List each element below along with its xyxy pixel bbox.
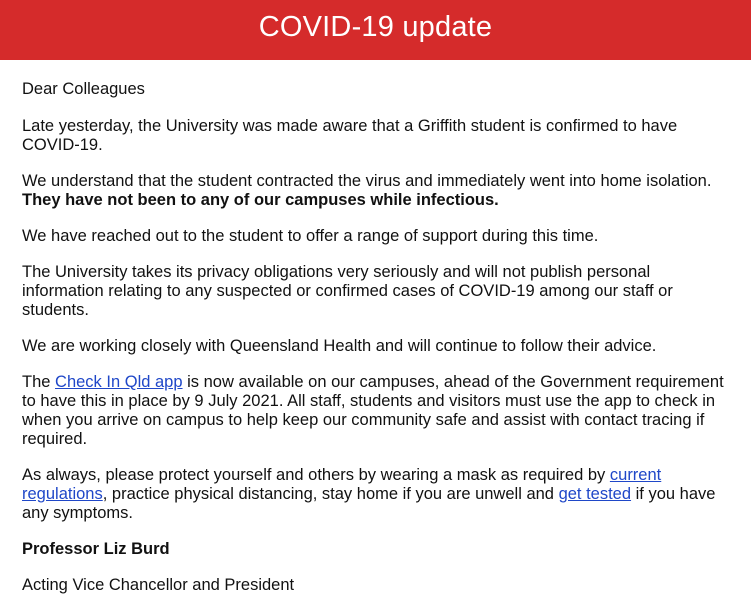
signature-title: Acting Vice Chancellor and President: [22, 576, 295, 594]
paragraph-isolation: [22, 172, 732, 210]
header-banner: [0, 0, 751, 60]
check-in-text-before: The: [22, 373, 56, 391]
protect-text-before: As always, please protect yourself and others by wearing a mask as required by: [22, 466, 610, 484]
isolation-bold-text: They have not been to any of our campuses while infectious.: [22, 191, 499, 209]
protect-text-middle: , practice physical distancing, stay home if you are unwell and: [102, 485, 559, 503]
isolation-text: We understand that the student contracted the virus and immediately went into home isolation.: [22, 172, 712, 190]
signature-name: Professor Liz Burd: [22, 540, 170, 558]
check-in-text-after: is now available on our campuses, ahead of the Government requirement to have this in place by 9 July 2021. All staff, students and visitors must use the app to check in when you arrive on campus to help keep our community safe and assist with contact tracing if required.: [22, 373, 724, 448]
check-in-qld-app-link[interactable]: Check In Qld app: [55, 373, 183, 391]
paragraph-check-in: [22, 373, 732, 449]
paragraph-privacy: The University takes its privacy obligations very seriously and will not publish personal information relating to any suspected or confirmed cases of COVID-19 among our staff or students.: [22, 263, 673, 319]
paragraph-queensland-health: We are working closely with Queensland Health and will continue to follow their advice.: [22, 337, 657, 355]
paragraph-support: We have reached out to the student to offer a range of support during this time.: [22, 227, 599, 245]
protect-text-after: if you have any symptoms.: [22, 485, 716, 522]
greeting: Dear Colleagues: [22, 80, 145, 98]
paragraph-confirmed-case: Late yesterday, the University was made aware that a Griffith student is confirmed to have COVID-19.: [22, 117, 678, 154]
email-body: [22, 80, 732, 612]
banner-title: COVID-19 update: [258, 10, 493, 43]
paragraph-protect: [22, 466, 732, 523]
get-tested-link[interactable]: get tested: [558, 485, 632, 503]
current-regulations-link[interactable]: current regulations: [22, 466, 662, 503]
